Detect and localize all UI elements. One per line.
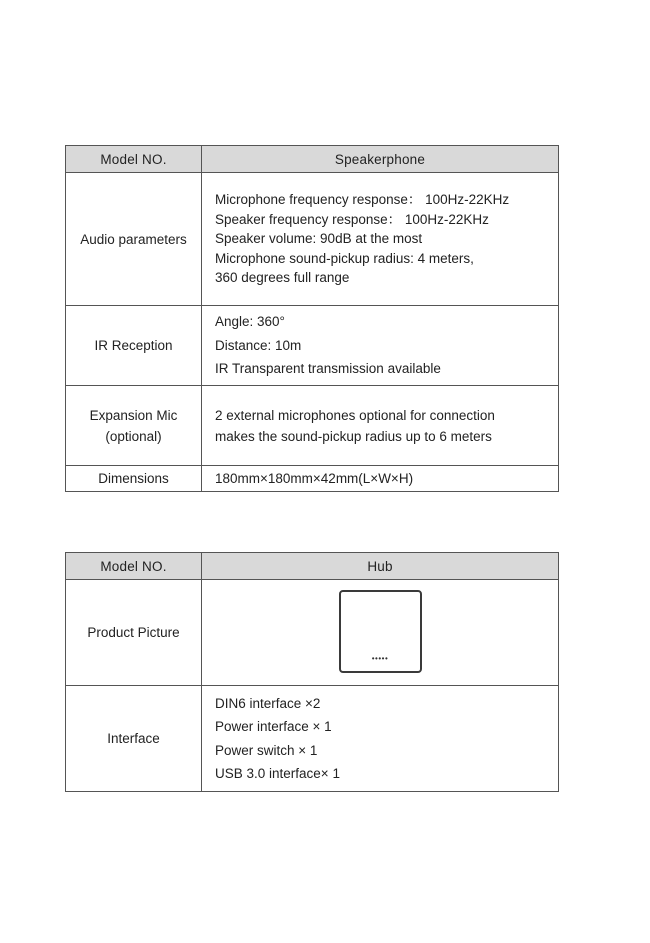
value-line: Power switch × 1 <box>215 742 318 758</box>
row-label-expansion-mic <box>66 386 202 466</box>
model-no-header: Model NO. <box>66 146 202 173</box>
model-name-header: Speakerphone <box>202 146 559 173</box>
value-line: Power interface × 1 <box>215 719 332 734</box>
value-line: 2 external microphones optional for connection <box>215 407 495 423</box>
row-value-dimensions <box>202 466 559 492</box>
value-line: makes the sound-pickup radius up to 6 meters <box>215 428 492 444</box>
row-value-interface <box>202 686 559 792</box>
table-row-expansion-mic <box>66 386 559 466</box>
row-label-ir-reception: IR Reception <box>66 306 202 386</box>
row-value-expansion-mic <box>202 386 559 466</box>
table-header-row <box>66 553 559 580</box>
row-label-product-picture: Product Picture <box>66 580 202 686</box>
hub-indicator-dots: ••••• <box>371 653 389 663</box>
label-line: (optional) <box>105 428 162 444</box>
speakerphone-spec-table <box>65 145 559 492</box>
product-picture-cell <box>202 580 559 686</box>
value-line: Angle: 360° <box>215 314 285 330</box>
table-row-dimensions <box>66 466 559 492</box>
row-label-interface: Interface <box>66 686 202 792</box>
hub-spec-table <box>65 552 559 792</box>
value-line: Microphone frequency response： 100Hz-22KHz <box>215 192 510 208</box>
value-line: DIN6 interface ×2 <box>215 695 321 711</box>
value-line: Distance: 10m <box>215 337 302 353</box>
label-line: Expansion Mic <box>89 407 178 423</box>
table-row-ir-reception <box>66 306 559 386</box>
row-label-dimensions: Dimensions <box>66 466 202 492</box>
value-line: Speaker volume: 90dB at the most <box>215 231 423 247</box>
row-value-ir-reception <box>202 306 559 386</box>
table-row-interface <box>66 686 559 792</box>
table-row-product-picture <box>66 580 559 686</box>
value-line: Speaker frequency response： 100Hz-22KHz <box>215 211 489 227</box>
row-value-audio-parameters <box>202 173 559 306</box>
value-line: IR Transparent transmission available <box>215 361 441 377</box>
value-line: 180mm×180mm×42mm(L×W×H) <box>215 470 414 486</box>
row-label-audio-parameters: Audio parameters <box>66 173 202 306</box>
model-no-header: Model NO. <box>66 553 202 580</box>
hub-device-icon <box>339 590 422 673</box>
table-header-row <box>66 146 559 173</box>
table-row-audio-parameters <box>66 173 559 306</box>
value-line: 360 degrees full range <box>215 270 350 286</box>
model-name-header: Hub <box>202 553 559 580</box>
value-line: Microphone sound-pickup radius: 4 meters, <box>215 250 474 266</box>
value-line: USB 3.0 interface× 1 <box>215 766 340 781</box>
